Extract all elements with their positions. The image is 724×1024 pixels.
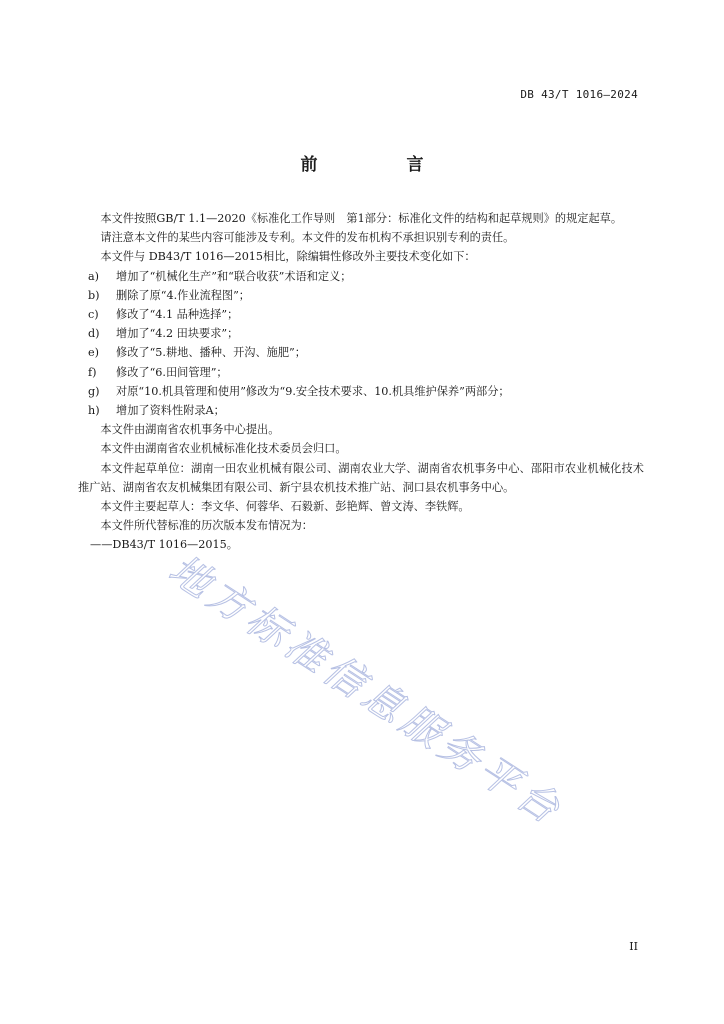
list-item: [78, 267, 644, 286]
standard-code: DB 43/T 1016—2024: [520, 88, 638, 101]
list-item: [78, 343, 644, 362]
page-title: 前 言: [300, 155, 460, 175]
list-marker: f): [88, 365, 97, 379]
paragraph-changes-intro: 本文件与 DB43/T 1016—2015相比，除编辑性修改外主要技术变化如下：: [100, 250, 476, 264]
paragraph-drafting-units: 本文件起草单位：湖南一田农业机械有限公司、湖南农业大学、湖南省农机事务中心、邵阳市农业机械化技术推广站、湖南省农友机械集团有限公司、新宁县农机技术推广站、洞口县农机事务中心。: [78, 461, 644, 494]
list-item-text: 增加了“机械化生产”和“联合收获”术语和定义；: [116, 269, 352, 283]
list-item-text: 修改了“4.1 品种选择”；: [116, 308, 239, 322]
list-item-text: 对原“10.机具管理和使用”修改为“9.安全技术要求、10.机具维护保养”两部分；: [116, 384, 510, 398]
list-item: [78, 401, 644, 420]
paragraph-history-intro: 本文件所代替标准的历次版本发布情况为：: [100, 519, 313, 533]
list-item-text: 修改了“6.田间管理”；: [116, 365, 228, 379]
list-item: [78, 382, 644, 401]
paragraph-proposer: 本文件由湖南省农机事务中心提出。: [100, 423, 280, 437]
list-marker: g): [88, 384, 100, 398]
list-item: [78, 324, 644, 343]
list-marker: b): [88, 288, 100, 302]
history-item: ——DB43/T 1016—2015。: [90, 538, 238, 552]
list-item-text: 删除了原“4.作业流程图”；: [116, 288, 250, 302]
list-item-text: 增加了“4.2 田块要求”；: [116, 327, 239, 341]
list-item: [78, 363, 644, 382]
foreword-body: [78, 209, 644, 555]
paragraph-committee: 本文件由湖南省农业机械标准化技术委员会归口。: [100, 442, 347, 456]
list-marker: a): [88, 269, 100, 283]
paragraph-drafters: 本文件主要起草人：李文华、何蓉华、石毅新、彭艳辉、曾文涛、李铁辉。: [100, 500, 470, 514]
paragraph-drafting-rules: 本文件按照GB/T 1.1—2020《标准化工作导则 第1部分：标准化文件的结构和起草规则》的规定起草。: [100, 212, 623, 225]
list-item-text: 增加了资料性附录A；: [116, 404, 225, 418]
list-marker: d): [88, 327, 100, 341]
list-item: [78, 305, 644, 324]
list-item-text: 修改了“5.耕地、播种、开沟、施肥”；: [116, 346, 306, 360]
list-marker: e): [88, 346, 99, 360]
changes-list: [78, 267, 644, 421]
page-number: II: [629, 940, 638, 953]
watermark: 地方标准信息服务平台: [160, 546, 572, 836]
paragraph-patent-notice: 请注意本文件的某些内容可能涉及专利。本文件的发布机构不承担识别专利的责任。: [100, 231, 515, 245]
list-marker: h): [88, 404, 100, 418]
list-marker: c): [88, 308, 99, 322]
list-item: [78, 286, 644, 305]
